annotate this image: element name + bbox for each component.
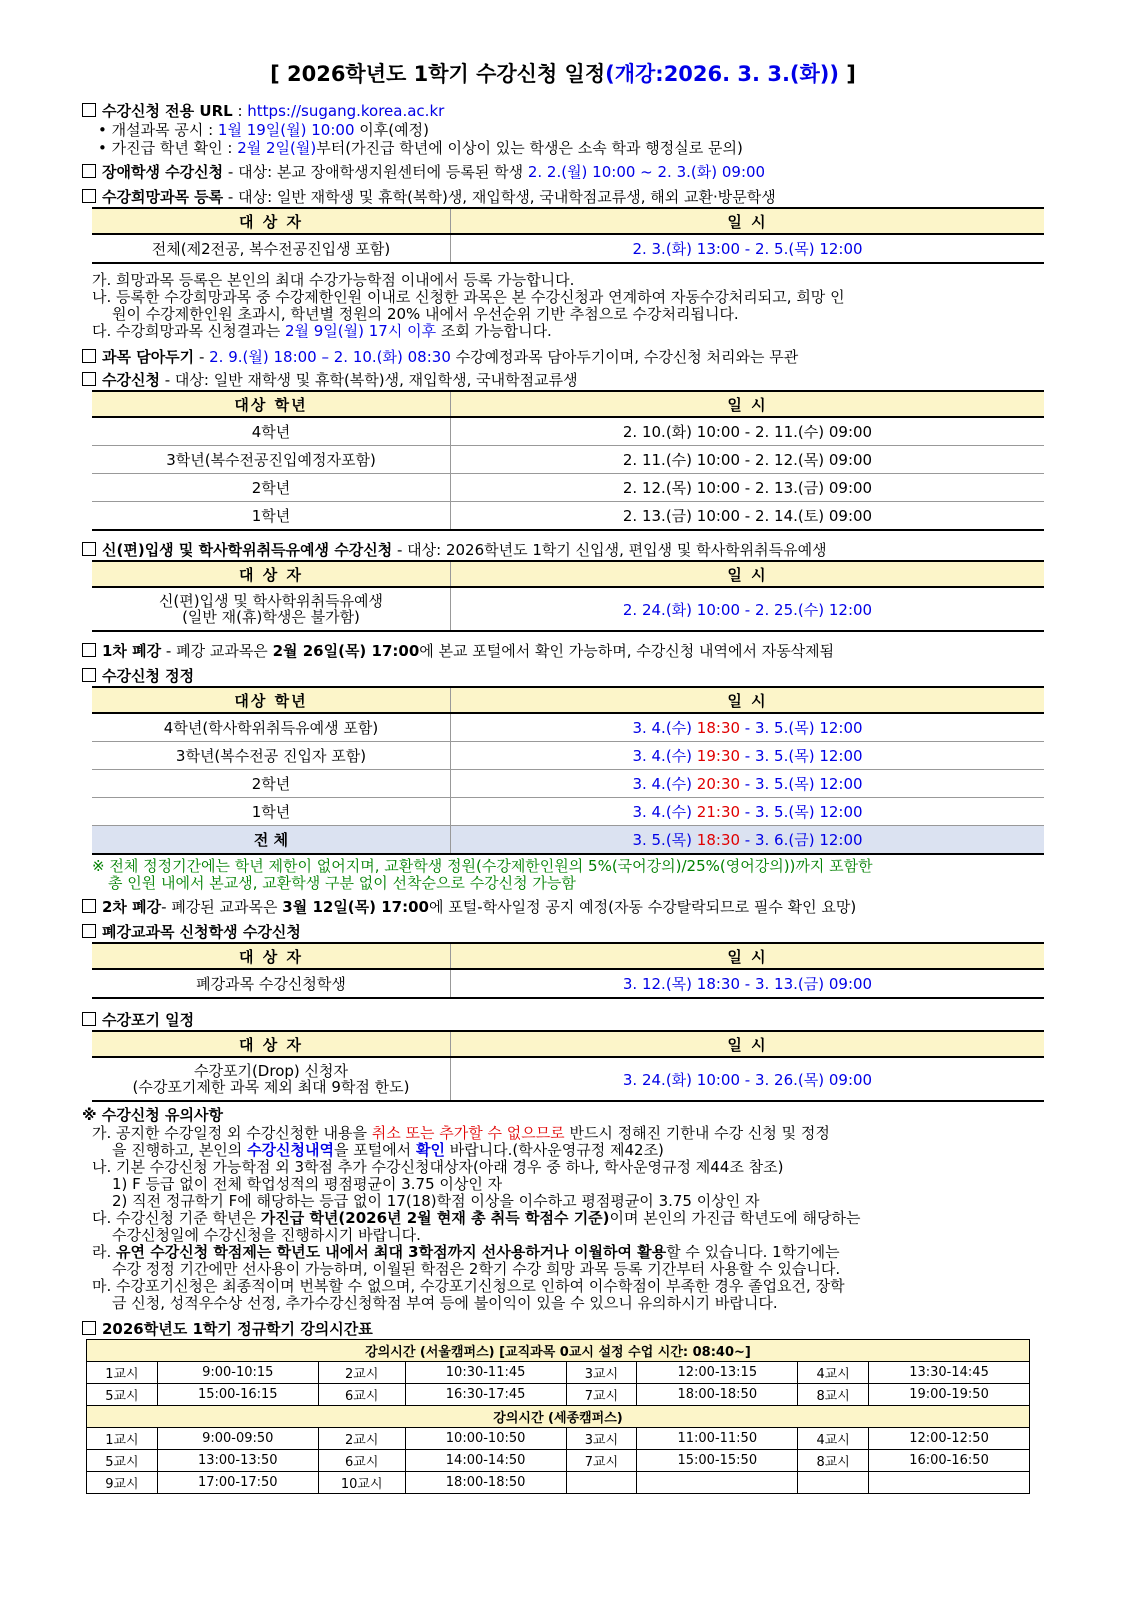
table-row: 1교시 9:00-10:15 2교시 10:30-11:45 3교시 12:00-13:15 4교시 13:30-14:45	[87, 1362, 1030, 1384]
checkbox-icon	[82, 103, 96, 117]
checkbox-icon	[82, 542, 96, 556]
table-row: 2학년 2. 12.(목) 10:00 - 2. 13.(금) 09:00	[92, 474, 1044, 502]
table-row: 2학년 3. 4.(수) 20:30 - 3. 5.(목) 12:00	[92, 770, 1044, 798]
checkbox-icon	[82, 899, 96, 913]
checkbox-icon	[82, 668, 96, 682]
freshmen-table: 대 상 자 일 시 신(편)입생 및 학사학위취득유예생 (일반 재(휴)학생은 불가함) 2. 24.(화) 10:00 - 2. 25.(수) 12:00	[92, 560, 1044, 632]
checkbox-icon	[82, 349, 96, 363]
table-row: 4학년(학사학위취득유예생 포함) 3. 4.(수) 18:30 - 3. 5.(목) 12:00	[92, 713, 1044, 742]
page-title: [ 2026학년도 1학기 수강신청 일정(개강:2026. 3. 3.(화)) ]	[270, 62, 856, 86]
table-row: 4학년 2. 10.(화) 10:00 - 2. 11.(수) 09:00	[92, 417, 1044, 446]
section-wishlist: 수강희망과목 등록 - 대상: 일반 재학생 및 휴학(복학)생, 재입학생, 국내학점교류생, 해외 교환·방문학생	[82, 188, 1044, 207]
section-correction: 수강신청 정정	[82, 667, 1044, 686]
registration-table: 대상 학년 일 시 4학년 2. 10.(화) 10:00 - 2. 11.(수) 09:00 3학년(복수전공진입예정자포함) 2. 11.(수) 10:00 - 2. 12.(목) 09:00 2학년 2. 12.(목) 10:00 - 2. 13.(금) 09:00 1학년 2. 13.(금) 10:00 - 2. 14.(토) 09:00	[92, 390, 1044, 531]
section-second-cancel: 2차 폐강- 폐강된 교과목은 3월 12일(목) 17:00에 포털-학사일정 공지 예정(자동 수강탈락되므로 필수 확인 요망)	[82, 898, 1044, 917]
notes-body: 가. 공지한 수강일정 외 수강신청한 내용을 취소 또는 추가할 수 없으므로 반드시 정해진 기한내 수강 신청 및 정정 을 진행하고, 본인의 수강신청내역을 포털에서 확인 바랍니다.(학사운영규정 제42조) 나. 기본 수강신청 가능학점 외 3학점 추가 수강신청대상자(아래 경우 중 하나, 학사운영규정 제44조 참조) 1) F 등급 없이 전체 학업성적의 평점평균이 3.75 이상인 자 2) 직전 정규학기 F에 해당하는 등급 없이 17(18)학점 이상을 이수하고 평점평균이 3.75 이상인 자 다. 수강신청 기준 학년은 가진급 학년(2026년 2월 현재 총 취득 학점수 기준)이며 본인의 가진급 학년도에 해당하는 수강신청일에 수강신청을 진행하시기 바랍니다. 라. 유연 수강신청 학점제는 학년도 내에서 최대 3학점까지 선사용하거나 이월하여 활용할 수 있습니다. 1학기에는 수강 정정 기간에만 선사용이 가능하며, 이월된 학점은 2학기 수강 희망 과목 등록 기간부터 사용할 수 있습니다. 마. 수강포기신청은 최종적이며 번복할 수 없으며, 수강포기신청으로 인하여 이수학점이 부족한 경우 졸업요건, 장학 금 신청, 성적우수상 선정, 추가수강신청학점 부여 등에 불이익이 있을 수 있으니 유의하시기 바랍니다.	[92, 1124, 861, 1312]
checkbox-icon	[82, 372, 96, 386]
table-row: 1학년 3. 4.(수) 21:30 - 3. 5.(목) 12:00	[92, 798, 1044, 826]
section-first-cancel: 1차 폐강 - 폐강 교과목은 2월 26일(목) 17:00에 본교 포털에서 확인 가능하며, 수강신청 내역에서 자동삭제됨	[82, 642, 1044, 661]
table-row: 5교시 13:00-13:50 6교시 14:00-14:50 7교시 15:00-15:50 8교시 16:00-16:50	[87, 1450, 1030, 1472]
table-row: 1학년 2. 13.(금) 10:00 - 2. 14.(토) 09:00	[92, 502, 1044, 531]
correction-table: 대상 학년 일 시 4학년(학사학위취득유예생 포함) 3. 4.(수) 18:30 - 3. 5.(목) 12:00 3학년(복수전공 진입자 포함) 3. 4.(수) 19:30 - 3. 5.(목) 12:00 2학년 3. 4.(수) 20:30 - 3. 5.(목) 12:00 1학년 3. 4.(수) 21:30 - 3. 5.(목) 12:00 전 체 3. 5.(목) 18:30 - 3. 6.(금) 12:00	[92, 686, 1044, 855]
section-freshmen: 신(편)입생 및 학사학위취득유예생 수강신청 - 대상: 2026학년도 1학기 신입생, 편입생 및 학사학위취득유예생	[82, 541, 1044, 560]
bullet-course-notice: • 개설과목 공시 : 1월 19일(월) 10:00 이후(예정)	[98, 121, 429, 139]
section-url: 수강신청 전용 URL : https://sugang.korea.ac.kr	[82, 102, 1044, 121]
section-cancelled-course-registration: 폐강교과목 신청학생 수강신청	[82, 923, 1044, 942]
checkbox-icon	[82, 924, 96, 938]
table-row: 전 체 3. 5.(목) 18:30 - 3. 6.(금) 12:00	[92, 826, 1044, 855]
checkbox-icon	[82, 643, 96, 657]
bullet-grade-check: • 가진급 학년 확인 : 2월 2일(월)부터(가진급 학년에 이상이 있는 학생은 소속 학과 행정실로 문의)	[98, 139, 743, 157]
drop-table: 대 상 자 일 시 수강포기(Drop) 신청자 (수강포기제한 과목 제외 최대 9학점 한도) 3. 24.(화) 10:00 - 3. 26.(목) 09:00	[92, 1030, 1044, 1102]
schedule-document	[82, 58, 1044, 1494]
sugang-url-link[interactable]: https://sugang.korea.ac.kr	[247, 102, 445, 120]
section-timetable: 2026학년도 1학기 정규학기 강의시간표	[82, 1320, 1044, 1339]
table-row: 3학년(복수전공 진입자 포함) 3. 4.(수) 19:30 - 3. 5.(목) 12:00	[92, 742, 1044, 770]
section-disabled-students: 장애학생 수강신청 - 대상: 본교 장애학생지원센터에 등록된 학생 2. 2.(월) 10:00 ~ 2. 3.(화) 09:00	[82, 163, 1044, 182]
notes-heading: ※ 수강신청 유의사항	[82, 1106, 223, 1124]
section-registration: 수강신청 - 대상: 일반 재학생 및 휴학(복학)생, 재입학생, 국내학점교류생	[82, 371, 1044, 390]
table-row: 9교시 17:00-17:50 10교시 18:00-18:50	[87, 1472, 1030, 1494]
section-cart: 과목 담아두기 - 2. 9.(월) 18:00 – 2. 10.(화) 08:30 수강예정과목 담아두기이며, 수강신청 처리와는 무관	[82, 348, 1044, 367]
checkbox-icon	[82, 1321, 96, 1335]
table-row: 5교시 15:00-16:15 6교시 16:30-17:45 7교시 18:00-18:50 8교시 19:00-19:50	[87, 1384, 1030, 1406]
correction-note: ※ 전체 정정기간에는 학년 제한이 없어지며, 교환학생 정원(수강제한인원의 5%(국어강의)/25%(영어강의))까지 포함한 총 인원 내에서 본교생, 교환학생 구분 없이 선착순으로 수강신청 가능함	[92, 857, 873, 892]
section-drop: 수강포기 일정	[82, 1011, 1044, 1030]
checkbox-icon	[82, 189, 96, 203]
checkbox-icon	[82, 1012, 96, 1026]
wishlist-table: 대 상 자 일 시 전체(제2전공, 복수전공진입생 포함) 2. 3.(화) 13:00 - 2. 5.(목) 12:00	[92, 207, 1044, 264]
table-row: 3학년(복수전공진입예정자포함) 2. 11.(수) 10:00 - 2. 12.(목) 09:00	[92, 446, 1044, 474]
table-row: 1교시 9:00-09:50 2교시 10:00-10:50 3교시 11:00-11:50 4교시 12:00-12:50	[87, 1428, 1030, 1450]
wishlist-notes: 가. 희망과목 등록은 본인의 최대 수강가능학점 이내에서 등록 가능합니다. 나. 등록한 수강희망과목 중 수강제한인원 이내로 신청한 과목은 본 수강신청과 연계하여 자동수강처리되고, 희망 인 원이 수강제한인원 초과시, 학년별 정원의 20% 내에서 우선순위 기반 추첨으로 수강처리됩니다. 다. 수강희망과목 신청결과는 2월 9일(월) 17시 이후 조회 가능합니다.	[92, 271, 845, 340]
timetable-table: 강의시간 (서울캠퍼스) [교직과목 0교시 설정 수업 시간: 08:40~] 1교시 9:00-10:15 2교시 10:30-11:45 3교시 12:00-13:15 4교시 13:30-14:45 5교시 15:00-16:15 6교시 16:30-17:45 7교시 18:00-18:50 8교시 19:00-19:50 강의시간 (세종캠퍼스) 1교시 9:00-09:50 2교시 10:00-10:50 3교시 11:00-11:50 4교시 12:00-12:50 5교시 13:00-13:50 6교시 14:00-14:50 7교시 15:00-15:50 8교시 16:00-16:50 9교시 17:00-17:50 10교시 18:00-18:50	[86, 1339, 1030, 1494]
checkbox-icon	[82, 164, 96, 178]
cancelled-course-table: 대 상 자 일 시 폐강과목 수강신청학생 3. 12.(목) 18:30 - 3. 13.(금) 09:00	[92, 942, 1044, 999]
